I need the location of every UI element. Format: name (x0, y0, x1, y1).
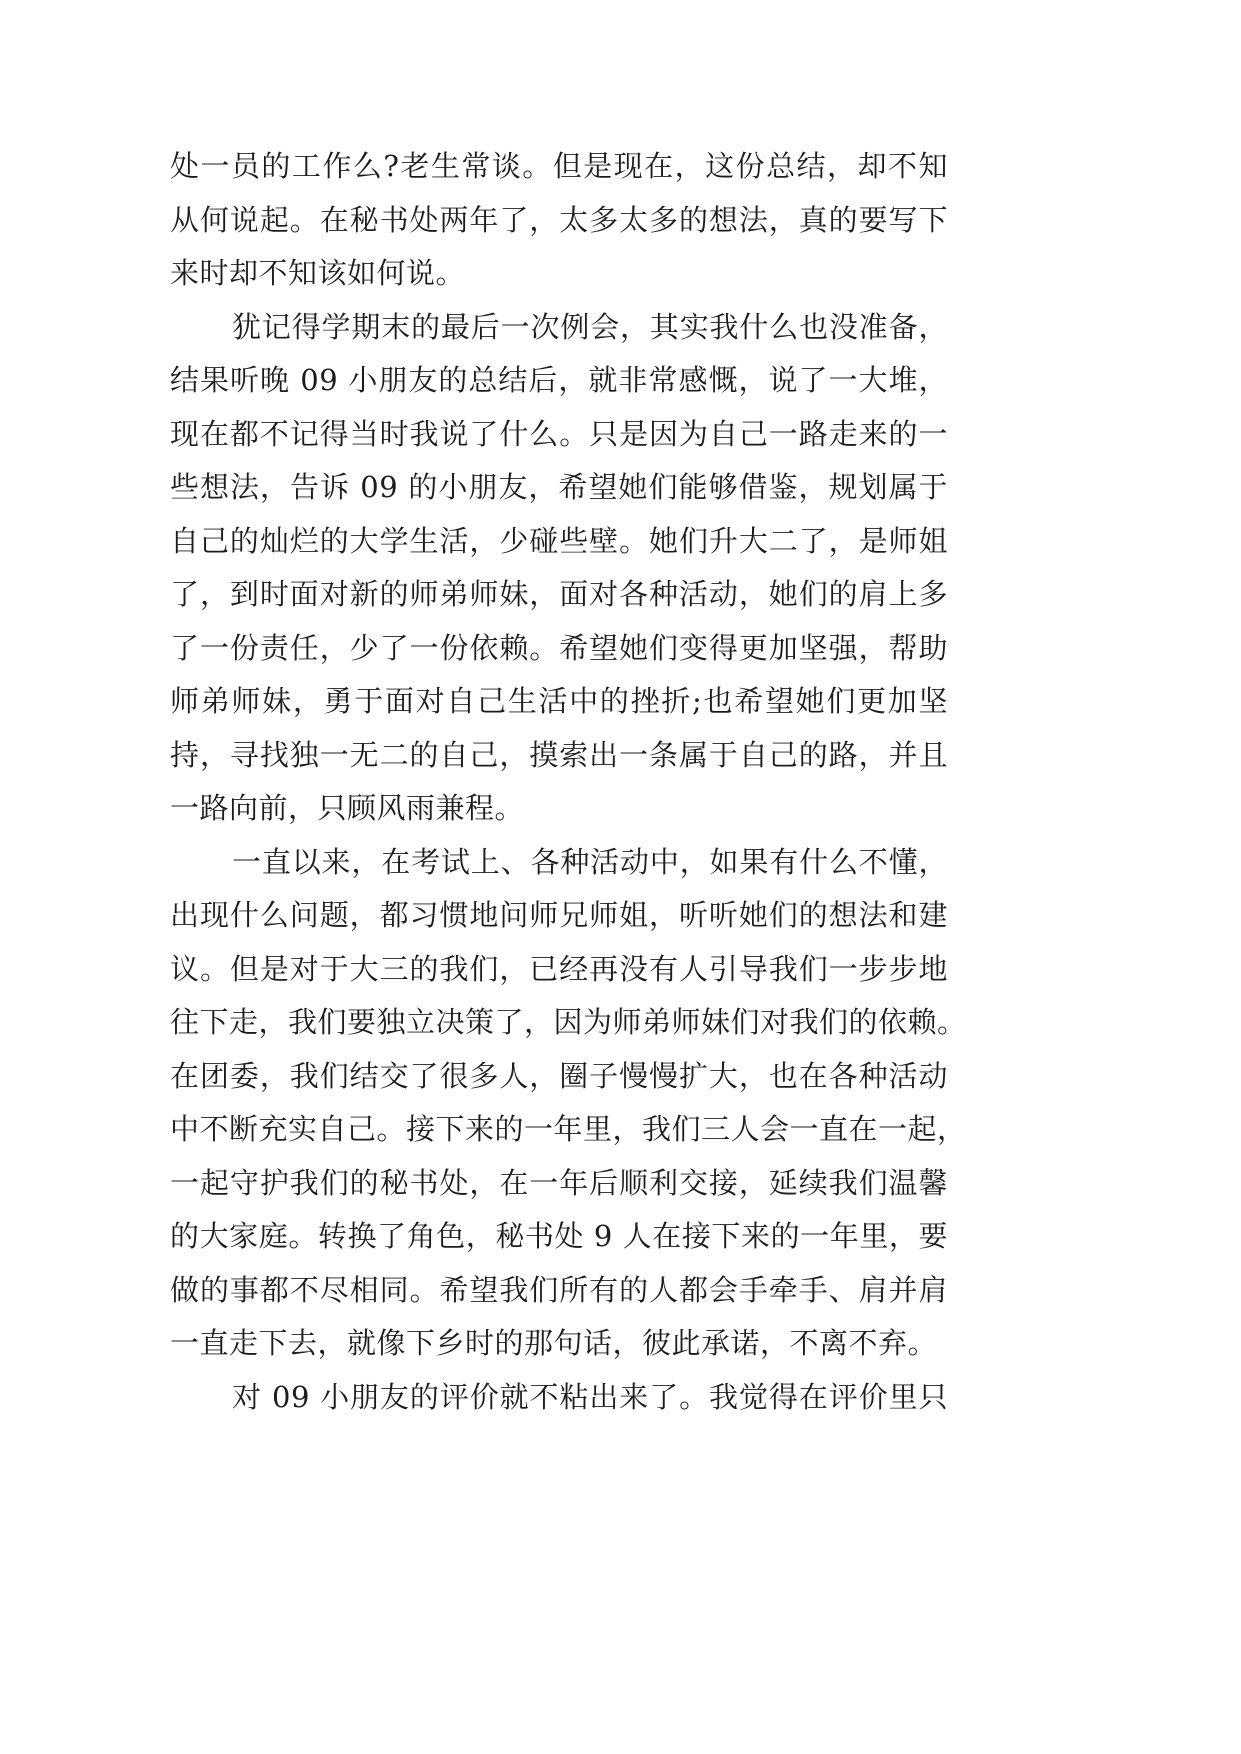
paragraph (170, 836, 967, 1371)
paragraph (170, 1371, 948, 1425)
text-line: 来时却不知该如何说。 (170, 256, 466, 290)
document-body (170, 140, 967, 1424)
text-line: 的大家庭。转换了角色，秘书处 9 人在接下来的一年里，要 (170, 1219, 948, 1253)
text-line: 一直以来，在考试上、各种活动中，如果有什么不懂， (232, 844, 948, 879)
text-line: 做的事都不尽相同。希望我们所有的人都会手牵手、肩并肩 (170, 1272, 948, 1307)
text-line: 结果听晚 09 小朋友的总结后，就非常感慨，说了一大堆， (170, 363, 948, 397)
text-line: 出现什么问题，都习惯地问师兄师姐，听听她们的想法和建 (170, 898, 948, 932)
text-line: 在团委，我们结交了很多人，圈子慢慢扩大，也在各种活动 (170, 1058, 948, 1093)
text-line: 持，寻找独一无二的自己，摸索出一条属于自己的路，并且 (170, 737, 948, 772)
text-line: 议。但是对于大三的我们，已经再没有人引导我们一步步地 (170, 951, 948, 986)
paragraph (170, 301, 948, 836)
text-line: 往下走，我们要独立决策了，因为师弟师妹们对我们的依赖。 (170, 1005, 967, 1039)
text-line: 了，到时面对新的师弟师妹，面对各种活动，她们的肩上多 (170, 577, 948, 611)
text-line: 处一员的工作么?老生常谈。但是现在，这份总结，却不知 (170, 149, 948, 183)
text-line: 一起守护我们的秘书处，在一年后顺利交接，延续我们温馨 (170, 1165, 948, 1200)
text-line: 师弟师妹，勇于面对自己生活中的挫折;也希望她们更加坚 (170, 684, 948, 718)
paragraph (170, 140, 948, 301)
text-line: 一直走下去，就像下乡时的那句话，彼此承诺，不离不弃。 (170, 1326, 938, 1360)
text-line: 从何说起。在秘书处两年了，太多太多的想法，真的要写下 (170, 202, 948, 237)
text-line: 现在都不记得当时我说了什么。只是因为自己一路走来的一 (170, 416, 948, 451)
text-line: 犹记得学期末的最后一次例会，其实我什么也没准备， (232, 309, 948, 344)
text-line: 自己的灿烂的大学生活，少碰些壁。她们升大二了，是师姐 (170, 523, 948, 558)
text-line: 一路向前，只顾风雨兼程。 (170, 791, 525, 825)
text-line: 对 09 小朋友的评价就不粘出来了。我觉得在评价里只 (232, 1379, 948, 1414)
text-line: 些想法，告诉 09 的小朋友，希望她们能够借鉴，规划属于 (170, 470, 948, 504)
text-line: 中不断充实自己。接下来的一年里，我们三人会一直在一起， (170, 1112, 967, 1146)
text-line: 了一份责任，少了一份依赖。希望她们变得更加坚强，帮助 (170, 630, 948, 665)
